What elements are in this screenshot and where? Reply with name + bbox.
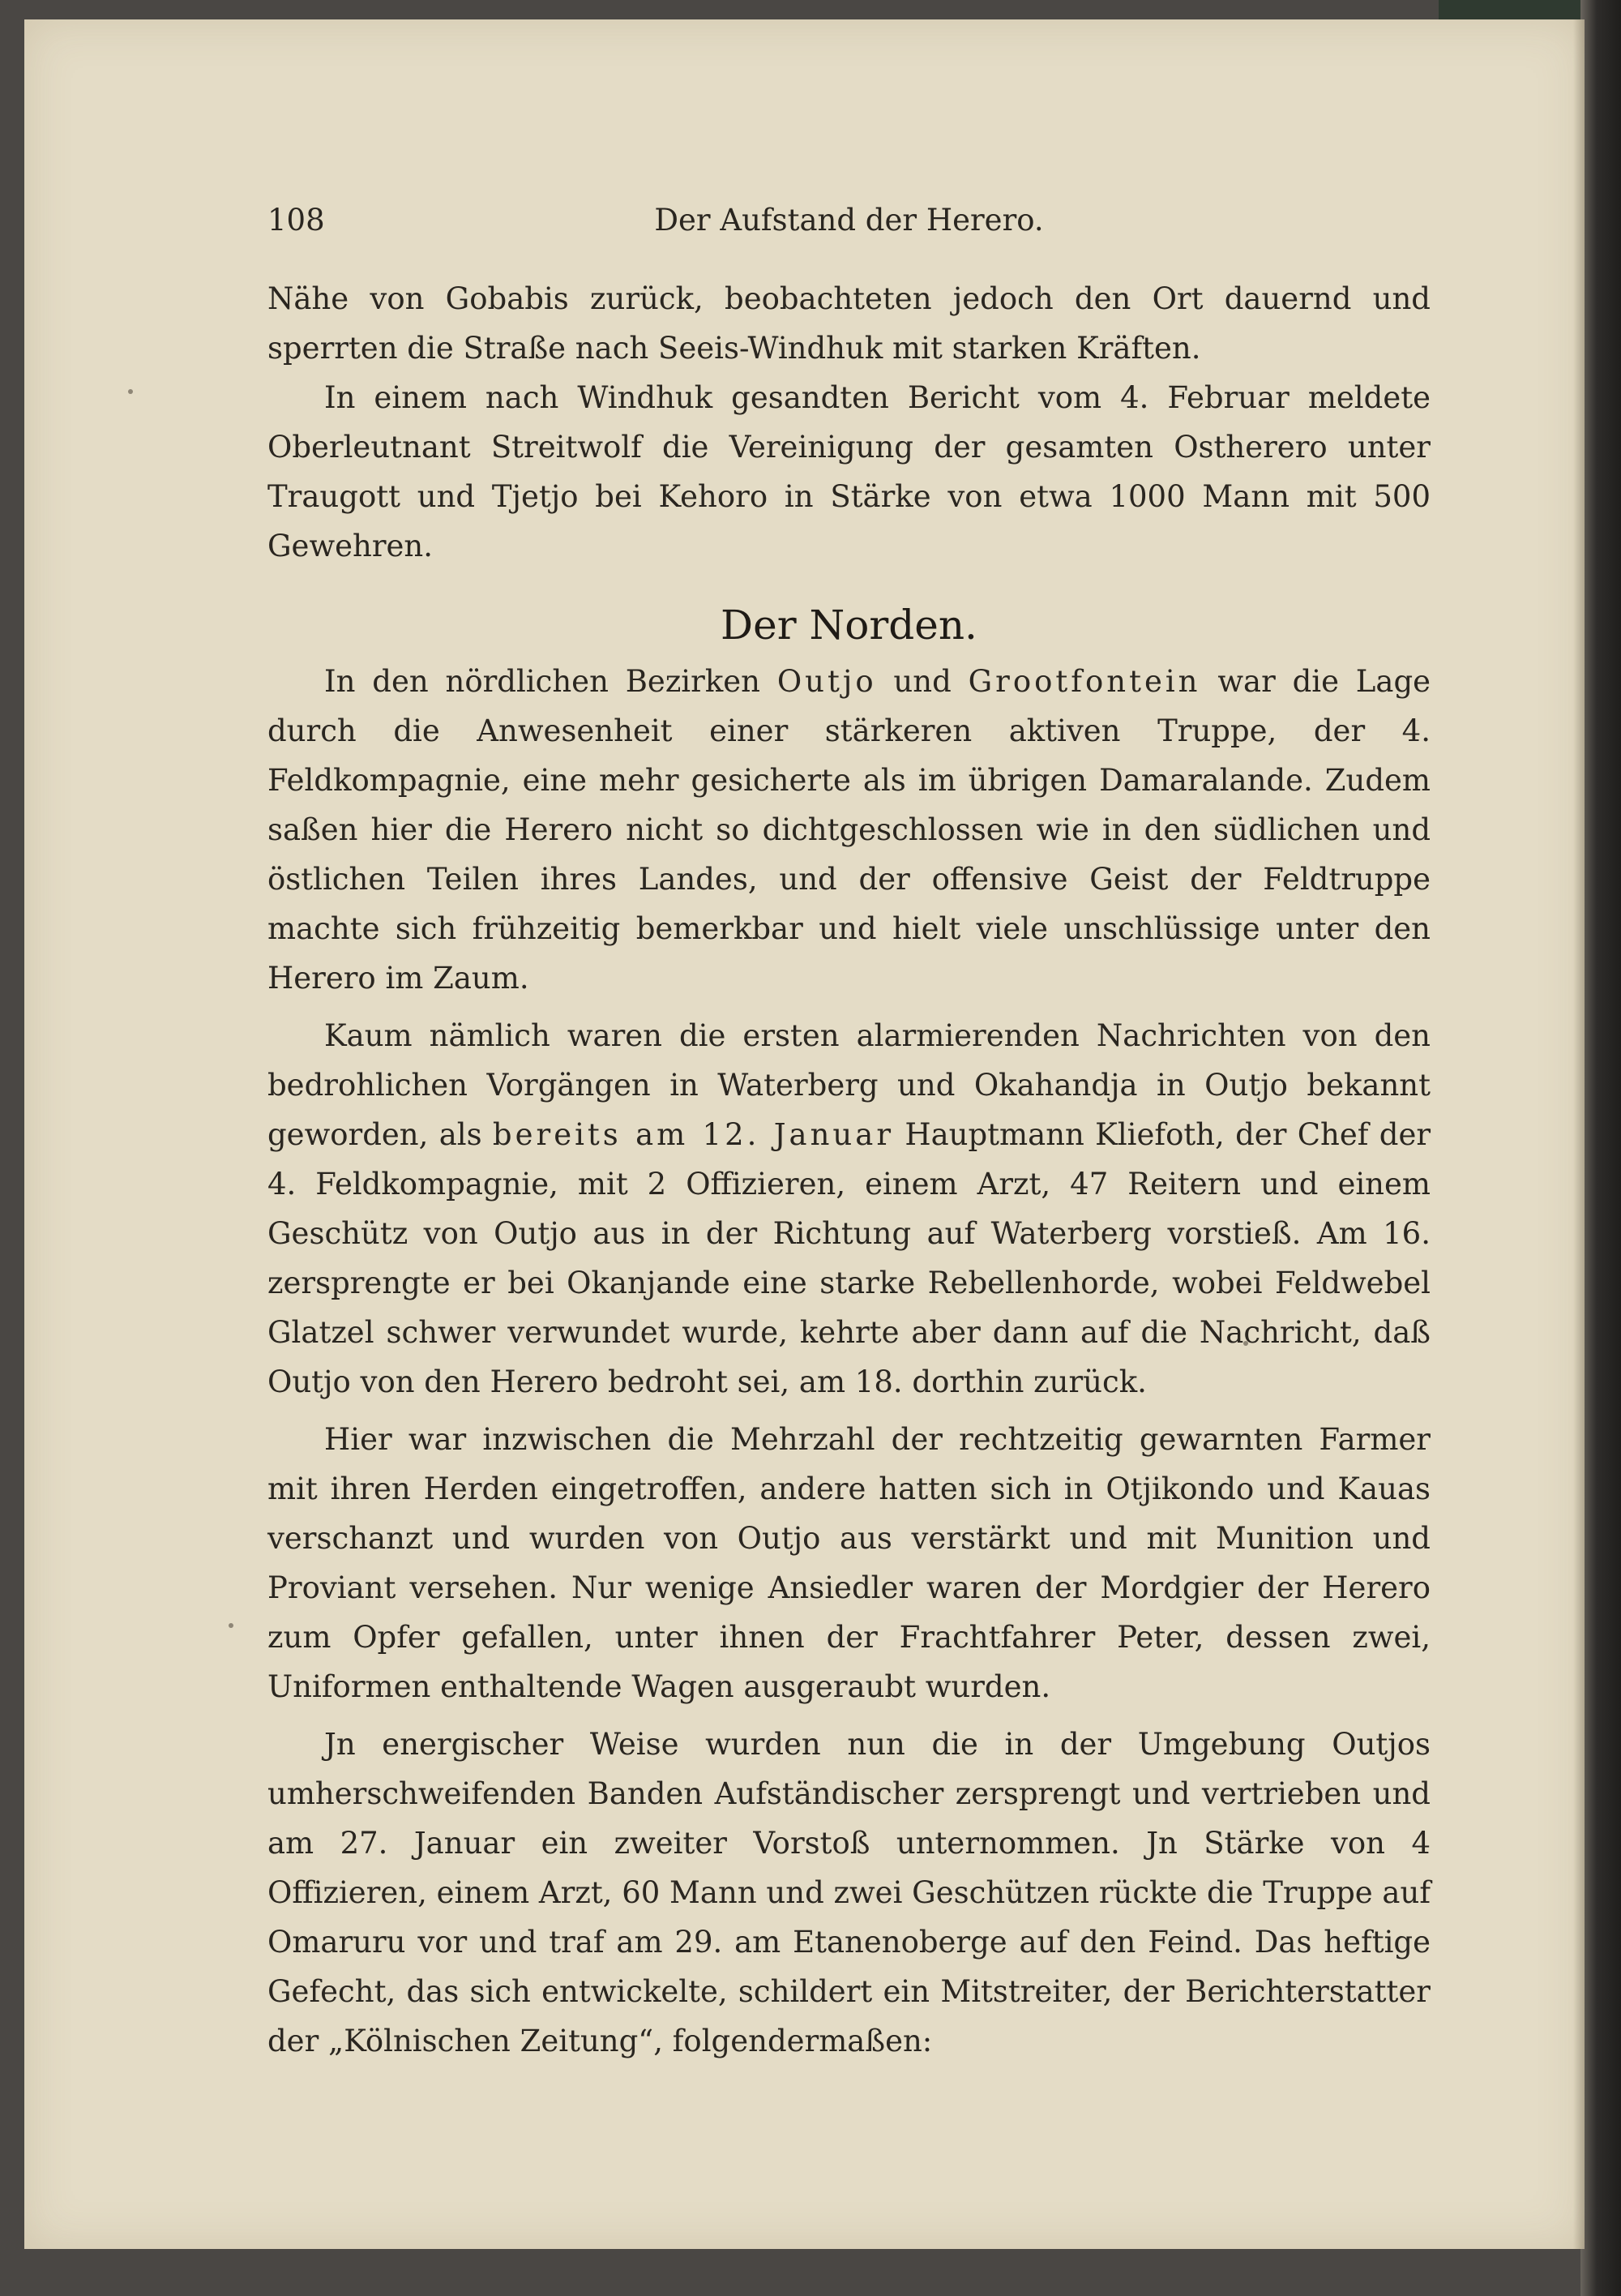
emphasized-date: bereits am 12. Januar xyxy=(492,1117,895,1152)
running-header xyxy=(267,203,1431,251)
paragraph-3-text: war die Lage durch die Anwesenheit einer stärkeren aktiven Truppe, der 4. Feldkompagnie, eine mehr gesicherte als im übrigen Damaralande. Zudem saßen hier die Herero nicht so dichtgeschlossen wie in den südlichen und östlichen Teilen ihres Landes, und der offensive Geist der Feldtruppe machte sich frühzeitig bemerkbar und hielt viele unschlüssige unter den Herero im Zaum. xyxy=(267,664,1431,996)
paragraph-4-text: Hauptmann Kliefoth, der Chef der 4. Feldkompagnie, mit 2 Offizieren, einem Arzt, 47 Reitern und einem Geschütz von Outjo aus in der Richtung auf Waterberg vorstieß. Am 16. zersprengte er bei Okanjande eine starke Rebellenhorde, wobei Feldwebel Glatzel schwer verwundet wurde, kehrte aber dann auf die Nachricht, daß Outjo von den Herero bedroht sei, am 18. dorthin zurück. xyxy=(267,1117,1431,1399)
paragraph-6: Jn energischer Weise wurden nun die in der Umgebung Outjos umherschweifenden Banden Aufständischer zersprengt und vertrieben und am 27. Januar ein zweiter Vorstoß unternommen. Jn Stärke von 4 Offizieren, einem Arzt, 60 Mann und zwei Geschützen rückte die Truppe auf Omaruru vor und traf am 29. am Etanenoberge auf den Feind. Das heftige Gefecht, das sich entwickelte, schildert ein Mitstreiter, der Berichterstatter der „Kölnischen Zeitung“, folgendermaßen: xyxy=(267,1727,1431,2058)
book-spine-edge xyxy=(1580,0,1621,2296)
header-title: Der Aufstand der Herero. xyxy=(654,203,1044,238)
paper-speck xyxy=(229,1623,233,1628)
place-name-grootfontein: Grootfontein xyxy=(968,664,1201,699)
body-text xyxy=(267,274,1431,2066)
page-shadow xyxy=(1573,19,1585,2249)
page-number: 108 xyxy=(267,203,325,238)
paragraph-4-text: Kaum nämlich waren die ersten alarmierenden Nachrichten von den bedrohlichen Vorgängen in Waterberg und Okahandja in Outjo bekannt geworden, als xyxy=(267,1018,1431,1152)
paper-speck xyxy=(128,389,133,394)
paragraph-4 xyxy=(267,1011,1431,1407)
place-name-outjo: Outjo xyxy=(776,664,877,699)
paragraph-1: Nähe von Gobabis zurück, beobachteten jedoch den Ort dauernd und sperrten die Straße nach Seeis-Windhuk mit starken Kräften. xyxy=(267,281,1431,366)
paragraph-3 xyxy=(267,657,1431,1003)
paragraph-3-text: In den nördlichen Bezirken xyxy=(324,664,760,699)
section-heading: Der Norden. xyxy=(721,602,977,649)
paragraph-2: In einem nach Windhuk gesandten Bericht vom 4. Februar meldete Oberleutnant Streitwolf die Vereinigung der gesamten Ostherero unter Traugott und Tjetjo bei Kehoro in Stärke von etwa 1000 Mann mit 500 Gewehren. xyxy=(267,380,1431,563)
paragraph-3-text: und xyxy=(893,664,952,699)
paragraph-5: Hier war inzwischen die Mehrzahl der rechtzeitig gewarnten Farmer mit ihren Herden eingetroffen, andere hatten sich in Otjikondo und Kauas verschanzt und wurden von Outjo aus verstärkt und mit Munition und Proviant versehen. Nur wenige Ansiedler waren der Mordgier der Herero zum Opfer gefallen, unter ihnen der Frachtfahrer Peter, dessen zwei, Uniformen enthaltende Wagen ausgeraubt wurden. xyxy=(267,1422,1431,1704)
